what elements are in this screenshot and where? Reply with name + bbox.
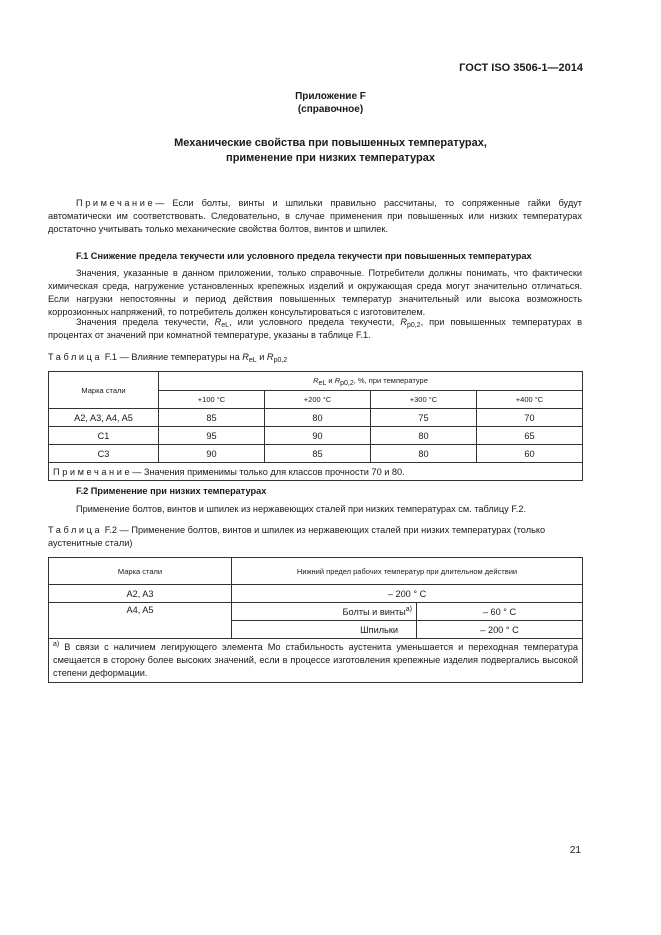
- cell-value: 60: [476, 445, 582, 463]
- intro-note: [48, 197, 582, 236]
- subscript-p02: p0,2: [340, 380, 354, 388]
- cell-value: 65: [476, 427, 582, 445]
- cell-grade: C3: [49, 445, 159, 463]
- symbol-r: R: [214, 317, 222, 327]
- cell-value: 70: [476, 409, 582, 427]
- caption-text: F.2 — Применение болтов, винтов и шпилек из нержавеющих сталей при низких температурах (только аустенитные стали): [48, 525, 546, 548]
- note-text: — Если болты, винты и шпильки правильно рассчитаны, то сопряженные гайки будут автоматически им соответствовать. Следовательно, в случае применения при повышенных или низких температурах достаточно учитывать только механические свойства болтов, винтов и шпилек.: [48, 198, 582, 234]
- main-title-line2: применение при низких температурах: [226, 152, 435, 164]
- caption-text: F.1 — Влияние температуры на: [102, 352, 243, 362]
- header-temp: +300 °C: [370, 390, 476, 409]
- cell-value: 90: [264, 427, 370, 445]
- page-number: 21: [569, 845, 581, 856]
- cell-value: 80: [370, 427, 476, 445]
- table-row: [49, 445, 583, 463]
- section-f1-para2: [48, 316, 582, 342]
- standard-code: ГОСТ ISO 3506-1—2014: [459, 62, 583, 74]
- header-grade: Марка стали: [49, 558, 232, 585]
- caption-label: Таблица: [48, 352, 103, 362]
- table-f1-caption: [48, 351, 582, 364]
- subscript-el: eL: [248, 357, 257, 364]
- table-row: [49, 409, 583, 427]
- cell-value: – 200 ° C: [417, 621, 583, 639]
- cell-value: 80: [370, 445, 476, 463]
- symbol-r: R: [242, 352, 249, 362]
- cell-fastener-type: Шпильки: [232, 621, 417, 639]
- cell-grade: C1: [49, 427, 159, 445]
- cell-value: – 200 ° C: [232, 585, 583, 603]
- header-group-text: , %, при температуре: [353, 376, 428, 386]
- cell-grade: A2, A3, A4, A5: [49, 409, 159, 427]
- symbol-r: R: [400, 317, 407, 327]
- footnote-ref: a): [405, 605, 412, 613]
- table-row: [49, 427, 583, 445]
- subscript-el: eL: [318, 380, 327, 388]
- table-row: [49, 603, 583, 621]
- cell-value: 75: [370, 409, 476, 427]
- cell-value: 90: [159, 445, 265, 463]
- header-and: и: [326, 376, 335, 386]
- section-f2-para: Применение болтов, винтов и шпилек из нержавеющих сталей при низких температурах см. таблицу F.2.: [76, 504, 527, 514]
- cell-value: 80: [264, 409, 370, 427]
- cell-value: – 60 ° C: [417, 603, 583, 621]
- section-f1-heading: F.1 Снижение предела текучести или условного предела текучести при повышенных температурах: [76, 251, 532, 261]
- note-label: Примечание: [53, 466, 133, 477]
- annex-title: Приложение F: [295, 91, 366, 102]
- main-title: [0, 136, 661, 166]
- footnote-mark: a): [53, 641, 60, 648]
- subscript-el: eL: [221, 322, 230, 329]
- para2-text-b: , или условного предела текучести,: [229, 317, 401, 327]
- header-temp: +400 °C: [476, 390, 582, 409]
- symbol-r: R: [313, 376, 319, 386]
- caption-and: и: [256, 352, 267, 362]
- annex-subtitle: (справочное): [297, 104, 364, 115]
- footnote-text: В связи с наличием легирующего элемента Mo стабильность аустенита уменьшается и переходная температура смещается в сторону более высоких значений, если в процессе изготовления крепежные изделия подвергались высокой степени деформации.: [53, 642, 578, 678]
- cell-grade: A2, A3: [49, 585, 232, 603]
- cell-fastener-type: [232, 603, 417, 621]
- para2-text-a: Значения предела текучести,: [76, 317, 215, 327]
- table-row: [49, 585, 583, 603]
- note-label: Примечание: [76, 198, 156, 208]
- main-title-line1: Механические свойства при повышенных температурах,: [174, 137, 487, 149]
- header-limit: Нижний предел рабочих температур при длительном действии: [232, 558, 583, 585]
- header-grade: Марка стали: [49, 372, 159, 409]
- cell-value: 85: [264, 445, 370, 463]
- section-f2-heading: F.2 Применение при низких температурах: [76, 486, 267, 496]
- symbol-r: R: [266, 352, 274, 362]
- subscript-p02: p0,2: [406, 322, 421, 329]
- header-temp: +100 °C: [159, 390, 265, 409]
- subscript-p02: p0,2: [273, 357, 288, 364]
- table-f2-caption: [48, 524, 582, 550]
- caption-label: Таблица: [48, 525, 103, 535]
- header-temp: +200 °C: [264, 390, 370, 409]
- cell-value: 85: [159, 409, 265, 427]
- cell-value: 95: [159, 427, 265, 445]
- section-f1-para1: Значения, указанные в данном приложении, только справочные. Потребители должны понимать, что фактически химическая среда, нагружение установленных крепежных изделий и окружающая среда могут значительно отличаться. Если нагрузки непостоянны и период действия повышенных температур значительный или высока возможность коррозионных напряжений, то потребитель должен консультироваться с изготовителем.: [48, 268, 582, 317]
- note-text: — Значения применимы только для классов прочности 70 и 80.: [132, 466, 405, 477]
- table-f1-note: [49, 463, 583, 481]
- header-group: [159, 372, 583, 391]
- symbol-r: R: [334, 376, 341, 386]
- table-f2-footnote: [49, 639, 583, 683]
- fastener-type-label: Болты и винты: [342, 606, 406, 617]
- table-f1: [48, 371, 583, 481]
- cell-grade: A4, A5: [49, 603, 232, 639]
- table-f2: [48, 557, 583, 683]
- para2-text-c: , при повышенных температурах в процентах от значений при комнатной температуре, указаны в таблице F.1.: [48, 317, 582, 340]
